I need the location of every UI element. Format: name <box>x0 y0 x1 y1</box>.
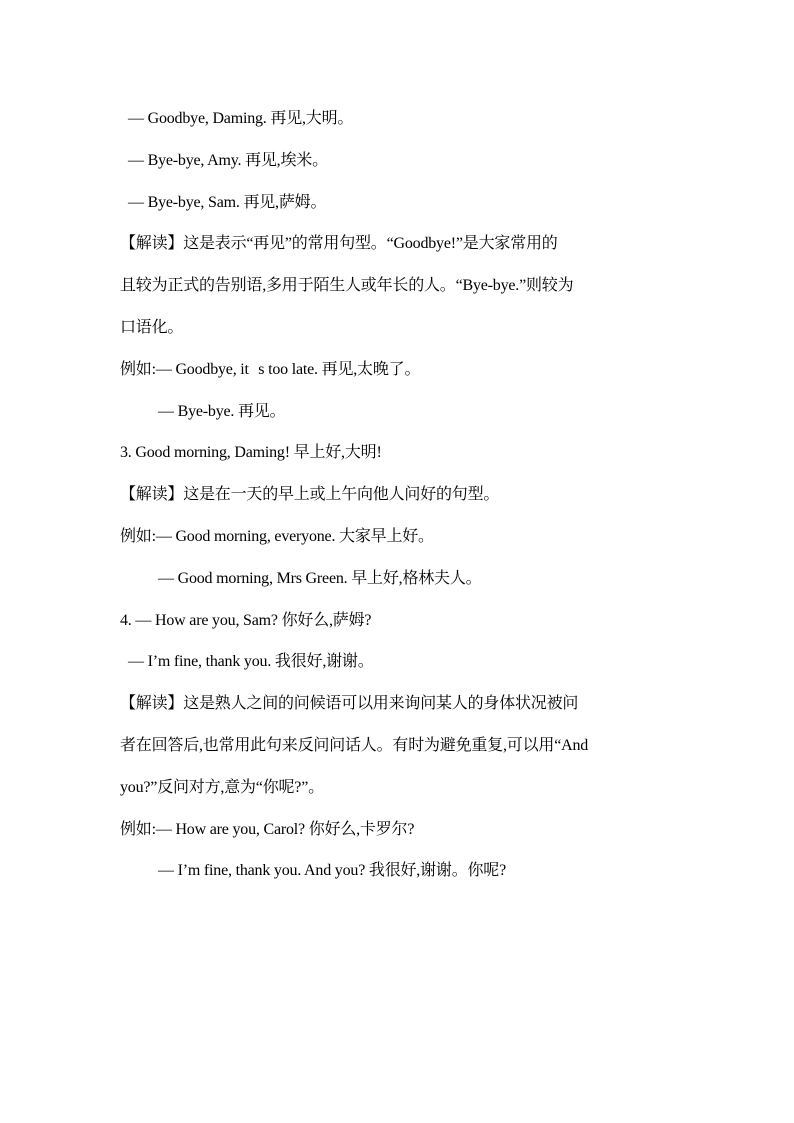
explanation-line: 【解读】这是熟人之间的问候语可以用来询问某人的身体状况被问 <box>120 695 579 713</box>
dialogue-line: — Bye-bye, Amy. 再见,埃米。 <box>128 151 328 169</box>
example-line: 例如:— How are you, Carol? 你好么,卡罗尔? <box>120 820 415 838</box>
example-line: — Good morning, Mrs Green. 早上好,格林夫人。 <box>158 569 482 587</box>
explanation-line: 【解读】这是在一天的早上或上午向他人问好的句型。 <box>120 486 500 504</box>
explanation-line: you?”反问对方,意为“你呢?”。 <box>120 778 324 796</box>
example-line: — Bye-bye. 再见。 <box>158 402 286 420</box>
document-body <box>120 104 680 898</box>
explanation-line: 口语化。 <box>120 318 184 336</box>
section-heading: 4. — How are you, Sam? 你好么,萨姆? <box>120 611 372 629</box>
explanation-line: 【解读】这是表示“再见”的常用句型。“Goodbye!”是大家常用的 <box>120 235 558 253</box>
example-line: 例如:— Good morning, everyone. 大家早上好。 <box>120 527 434 545</box>
dialogue-line: — Goodbye, Daming. 再见,大明。 <box>128 110 354 127</box>
explanation-line: 且较为正式的告别语,多用于陌生人或年长的人。“Bye-bye.”则较为 <box>120 277 574 295</box>
example-line: — I’m fine, thank you. And you? 我很好,谢谢。你呢? <box>158 862 506 880</box>
example-line: 例如:— Goodbye, its too late. 再见,太晚了。 <box>120 360 421 378</box>
dialogue-line: — Bye-bye, Sam. 再见,萨姆。 <box>128 193 327 211</box>
dialogue-line: — I’m fine, thank you. 我很好,谢谢。 <box>128 653 374 671</box>
explanation-line: 者在回答后,也常用此句来反问问话人。有时为避免重复,可以用“And <box>120 736 589 754</box>
section-heading: 3. Good morning, Daming! 早上好,大明! <box>120 444 382 462</box>
